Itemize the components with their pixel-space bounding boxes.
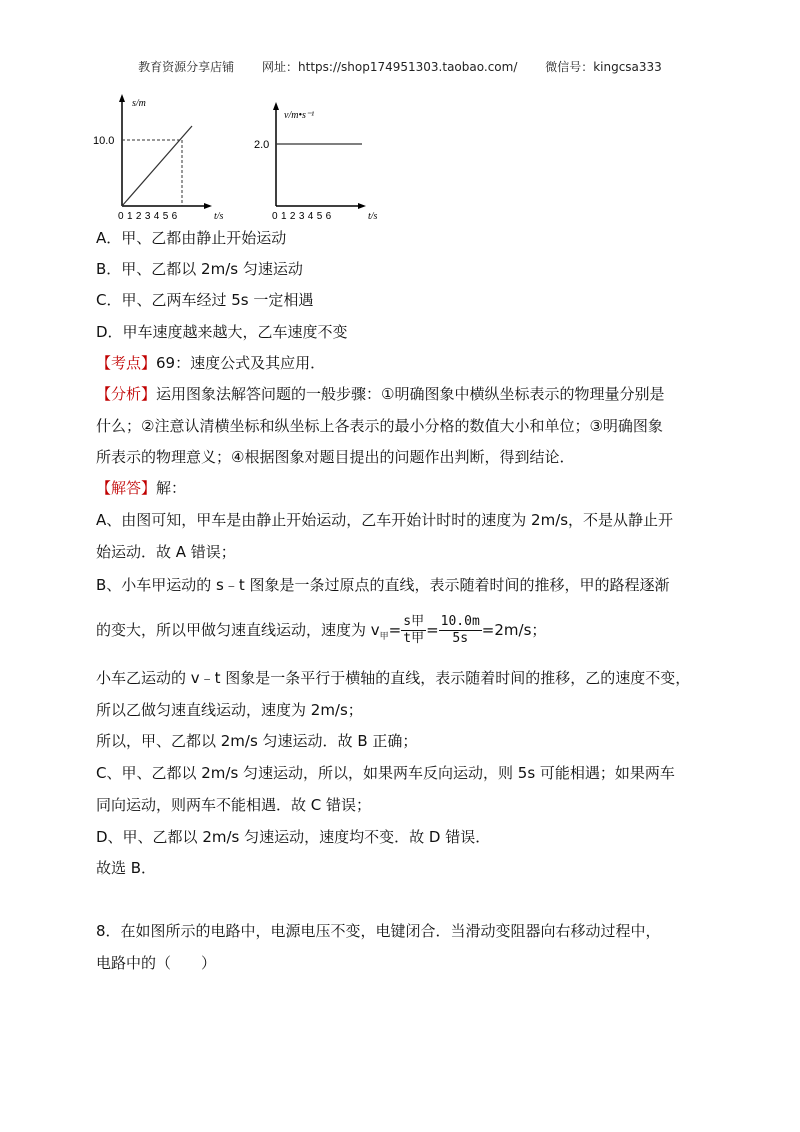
jieda-tag: 【解答】 bbox=[96, 479, 157, 497]
jieda-line bbox=[96, 477, 186, 499]
fraction-numeric-den: 5s bbox=[452, 631, 469, 646]
answer-d-2: 同向运动，则两车不能相遇．故 C 错误； bbox=[96, 796, 372, 814]
st-xlabel: t/s bbox=[214, 211, 224, 222]
answer-b-2-text: 的变大，所以甲做匀速直线运动，速度为 v bbox=[96, 621, 380, 639]
answer-c-1: 小车乙运动的 v﹣t 图象是一条平行于横轴的直线，表示随着时间的推移，乙的速度不变， bbox=[96, 669, 691, 687]
vt-ytick: 2.0 bbox=[254, 139, 270, 151]
answer-c-2: 所以乙做匀速直线运动，速度为 2m/s； bbox=[96, 701, 363, 719]
page-header bbox=[0, 58, 800, 75]
answer-b-2-result: =2m/s； bbox=[481, 621, 547, 639]
kaodian-line bbox=[96, 352, 325, 374]
answer-c-3: 所以，甲、乙都以 2m/s 匀速运动．故 B 正确； bbox=[96, 732, 418, 750]
answer-b-2: 的变大，所以甲做匀速直线运动，速度为 $v_甲=$ $\frac{\text{s甲}}{\text{t甲}}$ = $\frac{10.0m}{5s}$ =2m/s； bbox=[96, 614, 547, 646]
fenxi-line-2: 什么；②注意认清横坐标和纵坐标上各表示的最小分格的数值大小和单位；③明确图象 bbox=[96, 417, 663, 435]
fenxi-text-1: 运用图象法解答问题的一般步骤：①明确图象中横纵坐标表示的物理量分别是 bbox=[156, 385, 665, 403]
kaodian-tag: 【考点】 bbox=[96, 354, 157, 372]
vt-graph bbox=[252, 92, 402, 224]
answer-a-2: 始运动．故 A 错误； bbox=[96, 543, 236, 561]
fraction-numeric-num: 10.0m bbox=[440, 614, 480, 629]
option-a: A．甲、乙都由静止开始运动 bbox=[96, 229, 287, 247]
jieda-text: 解： bbox=[156, 479, 187, 497]
fraction-symbolic-num: s甲 bbox=[403, 614, 425, 629]
fraction-symbolic bbox=[401, 614, 426, 647]
vt-xticks: 0 1 2 3 4 5 6 bbox=[272, 211, 332, 222]
option-c: C．甲、乙两车经过 5s 一定相遇 bbox=[96, 291, 314, 309]
v-subscript: 甲 bbox=[379, 632, 389, 642]
st-ytick: 10.0 bbox=[93, 135, 115, 147]
shop-url: 网址：https://shop174951303.taobao.com/ bbox=[262, 60, 518, 74]
st-graph bbox=[88, 92, 238, 224]
answer-e-1: D、甲、乙都以 2m/s 匀速运动，速度均不变．故 D 错误． bbox=[96, 828, 491, 846]
vt-xlabel: t/s bbox=[368, 211, 378, 222]
st-xticks: 0 1 2 3 4 5 6 bbox=[118, 211, 178, 222]
fenxi-line-1 bbox=[96, 383, 664, 405]
answer-b-1: B、小车甲运动的 s﹣t 图象是一条过原点的直线，表示随着时间的推移，甲的路程逐渐 bbox=[96, 576, 670, 594]
option-b: B．甲、乙都以 2m/s 匀速运动 bbox=[96, 260, 303, 278]
question-8-line-1: 8．在如图所示的电路中，电源电压不变，电键闭合．当滑动变阻器向右移动过程中， bbox=[96, 922, 661, 940]
vt-ylabel: v/m•s⁻¹ bbox=[284, 110, 315, 121]
option-d: D．甲车速度越来越大，乙车速度不变 bbox=[96, 323, 348, 341]
fenxi-line-3: 所表示的物理意义；④根据图象对题目提出的问题作出判断，得到结论． bbox=[96, 448, 575, 466]
fraction-symbolic-den: t甲 bbox=[403, 631, 425, 646]
answer-final: 故选 B． bbox=[96, 859, 157, 877]
answer-d-1: C、甲、乙都以 2m/s 匀速运动，所以，如果两车反向运动，则 5s 可能相遇；如果两车 bbox=[96, 764, 675, 782]
kaodian-text: 69：速度公式及其应用． bbox=[156, 354, 326, 372]
question-8-line-2: 电路中的（ ） bbox=[96, 954, 217, 972]
fenxi-tag: 【分析】 bbox=[96, 385, 157, 403]
st-ylabel: s/m bbox=[132, 98, 146, 109]
answer-a-1: A、由图可知，甲车是由静止开始运动，乙车开始计时时的速度为 2m/s，不是从静止开 bbox=[96, 511, 674, 529]
wechat-id: 微信号：kingcsa333 bbox=[545, 60, 662, 74]
fraction-numeric bbox=[439, 614, 482, 647]
shop-name: 教育资源分享店铺 bbox=[138, 60, 235, 74]
